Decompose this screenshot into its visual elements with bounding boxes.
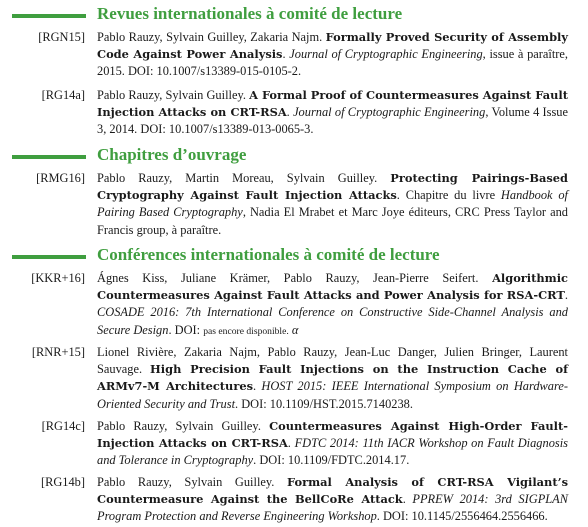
paper-title: Formal Analysis of CRT-RSA Vigilant’s Countermeasure Against the BellCoRe Attack	[97, 475, 568, 507]
paper-title: Countermeasures Against High-Order Fault-Injection Attacks on CRT-RSA	[97, 419, 568, 451]
citation-key: [RG14c]	[41, 419, 85, 433]
section-conferences	[0, 244, 588, 266]
citation-text: Lionel Rivière, Zakaria Najm, Pablo Rauzy, Jean-Luc Danger, Julien Bringer, Laurent Sauvage. High Precision Fault Injections on the Instruction Cache of ARMv7-M Architectures. HOST 2015: IEEE International Symposium on Hardware-Oriented Security and Trust. DOI: 10.1109/HST.2015.7140238.	[97, 345, 568, 411]
details: . DOI: 10.1145/2556464.2556466.	[376, 509, 548, 524]
section-title: Conférences internationales à comité de lecture	[97, 245, 440, 264]
citation-text: Pablo Rauzy, Sylvain Guilley. A Formal Proof of Countermeasures Against Fault Injection Attacks on CRT-RSA. Journal of Cryptographic Engineering, Volume 4 Issue 3, 2014. DOI: 10.1007/s13389-013-0065-3.	[97, 88, 569, 137]
paper-title: A Formal Proof of Countermeasures Against Fault Injection Attacks on CRT-RSA	[97, 88, 568, 120]
paper-title: Protecting Pairings-Based Cryptography Against Fault Injection Attacks	[97, 171, 568, 203]
section-journals	[0, 3, 588, 25]
citation-key: [RMG16]	[36, 171, 85, 185]
venue: COSADE 2016: 7th International Conference on Constructive Side-Channel Analysis and Secure Design	[97, 305, 568, 337]
authors: Pablo Rauzy, Sylvain Guilley, Zakaria Najm.	[97, 30, 323, 44]
section-bar	[12, 14, 86, 18]
details: , Nadia El Mrabet et Marc Joye éditeurs, CRC Press Taylor and Francis group, à paraître.	[97, 205, 568, 237]
authors: Ágnes Kiss, Juliane Krämer, Pablo Rauzy, Jean-Pierre Seifert.	[97, 271, 479, 285]
citation-key: [RG14b]	[40, 475, 85, 489]
venue: Handbook of Pairing Based Cryptography	[97, 188, 568, 220]
venue: Journal of Cryptographic Engineering	[289, 47, 483, 62]
venue: HOST 2015: IEEE International Symposium on Hardware-Oriented Security and Trust	[97, 379, 568, 411]
citation-text: Pablo Rauzy, Sylvain Guilley. Formal Analysis of CRT-RSA Vigilant’s Countermeasure Against the BellCoRe Attack. PPREW 2014: 3rd SIGPLAN Program Protection and Reverse Engineering Workshop. DOI: 10.1145/2556464.2556466.	[97, 475, 568, 524]
citation-text: Pablo Rauzy, Sylvain Guilley, Zakaria Najm. Formally Proved Security of Assembly Code Against Power Analysis. Journal of Cryptographic Engineering, issue à paraître, 2015. DOI: 10.1007/s13389-015-0105-2.	[97, 30, 568, 79]
paper-title: Algorithmic Countermeasures Against Fault Attacks and Power Analysis for RSA-CRT	[97, 271, 568, 303]
authors: Pablo Rauzy, Sylvain Guilley.	[97, 88, 246, 102]
venue: FDTC 2014: 11th IACR Workshop on Fault Diagnosis and Tolerance in Cryptography	[97, 436, 568, 468]
section-bar	[12, 255, 86, 259]
authors: Pablo Rauzy, Sylvain Guilley.	[97, 475, 275, 489]
doi-pending: pas encore disponible.	[203, 325, 289, 337]
details: , Volume 4 Issue 3, 2014. DOI: 10.1007/s13389-013-0065-3.	[97, 105, 569, 137]
details: . DOI: 10.1109/FDTC.2014.17.	[253, 453, 410, 468]
venue: PPREW 2014: 3rd SIGPLAN Program Protection and Reverse Engineering Workshop	[97, 492, 568, 524]
citation-key: [KKR+16]	[31, 271, 85, 285]
citation-key: [RG14a]	[41, 88, 85, 102]
venue: Journal of Cryptographic Engineering	[293, 105, 486, 120]
authors: Pablo Rauzy, Martin Moreau, Sylvain Guilley.	[97, 171, 378, 185]
paper-title: High Precision Fault Injections on the Instruction Cache of ARMv7-M Architectures	[97, 362, 568, 394]
details: , issue à paraître, 2015. DOI: 10.1007/s13389-015-0105-2.	[97, 47, 568, 79]
pre-venue: . Chapitre du livre	[396, 188, 501, 203]
section-bar	[12, 155, 86, 159]
paper-title: Formally Proved Security of Assembly Code Against Power Analysis	[97, 30, 568, 62]
doi-label: . DOI:	[168, 322, 204, 337]
entry-suffix: α	[291, 322, 299, 337]
citation-text: Pablo Rauzy, Sylvain Guilley. Countermeasures Against High-Order Fault-Injection Attacks on CRT-RSA. FDTC 2014: 11th IACR Workshop on Fault Diagnosis and Tolerance in Cryptography. DOI: 10.1109/FDTC.2014.17.	[97, 419, 568, 468]
citation-text: Ágnes Kiss, Juliane Krämer, Pablo Rauzy, Jean-Pierre Seifert. Algorithmic Countermeasures Against Fault Attacks and Power Analysis for RSA-CRT. COSADE 2016: 7th International Conference on Constructive Side-Channel Analysis and Secure Design. DOI: pas encore disponible. α	[97, 271, 568, 337]
section-book-chapters	[0, 144, 588, 166]
authors: Pablo Rauzy, Sylvain Guilley.	[97, 419, 261, 433]
authors: Lionel Rivière, Zakaria Najm, Pablo Rauzy, Jean-Luc Danger, Julien Bringer, Laurent Sauvage.	[97, 345, 568, 377]
citation-key: [RNR+15]	[31, 345, 85, 359]
citation-text	[97, 170, 568, 239]
details: . DOI: 10.1109/HST.2015.7140238.	[235, 396, 413, 411]
citation-key: [RGN15]	[38, 30, 85, 44]
section-title: Chapitres d’ouvrage	[97, 145, 247, 164]
section-title: Revues internationales à comité de lecture	[97, 4, 403, 23]
